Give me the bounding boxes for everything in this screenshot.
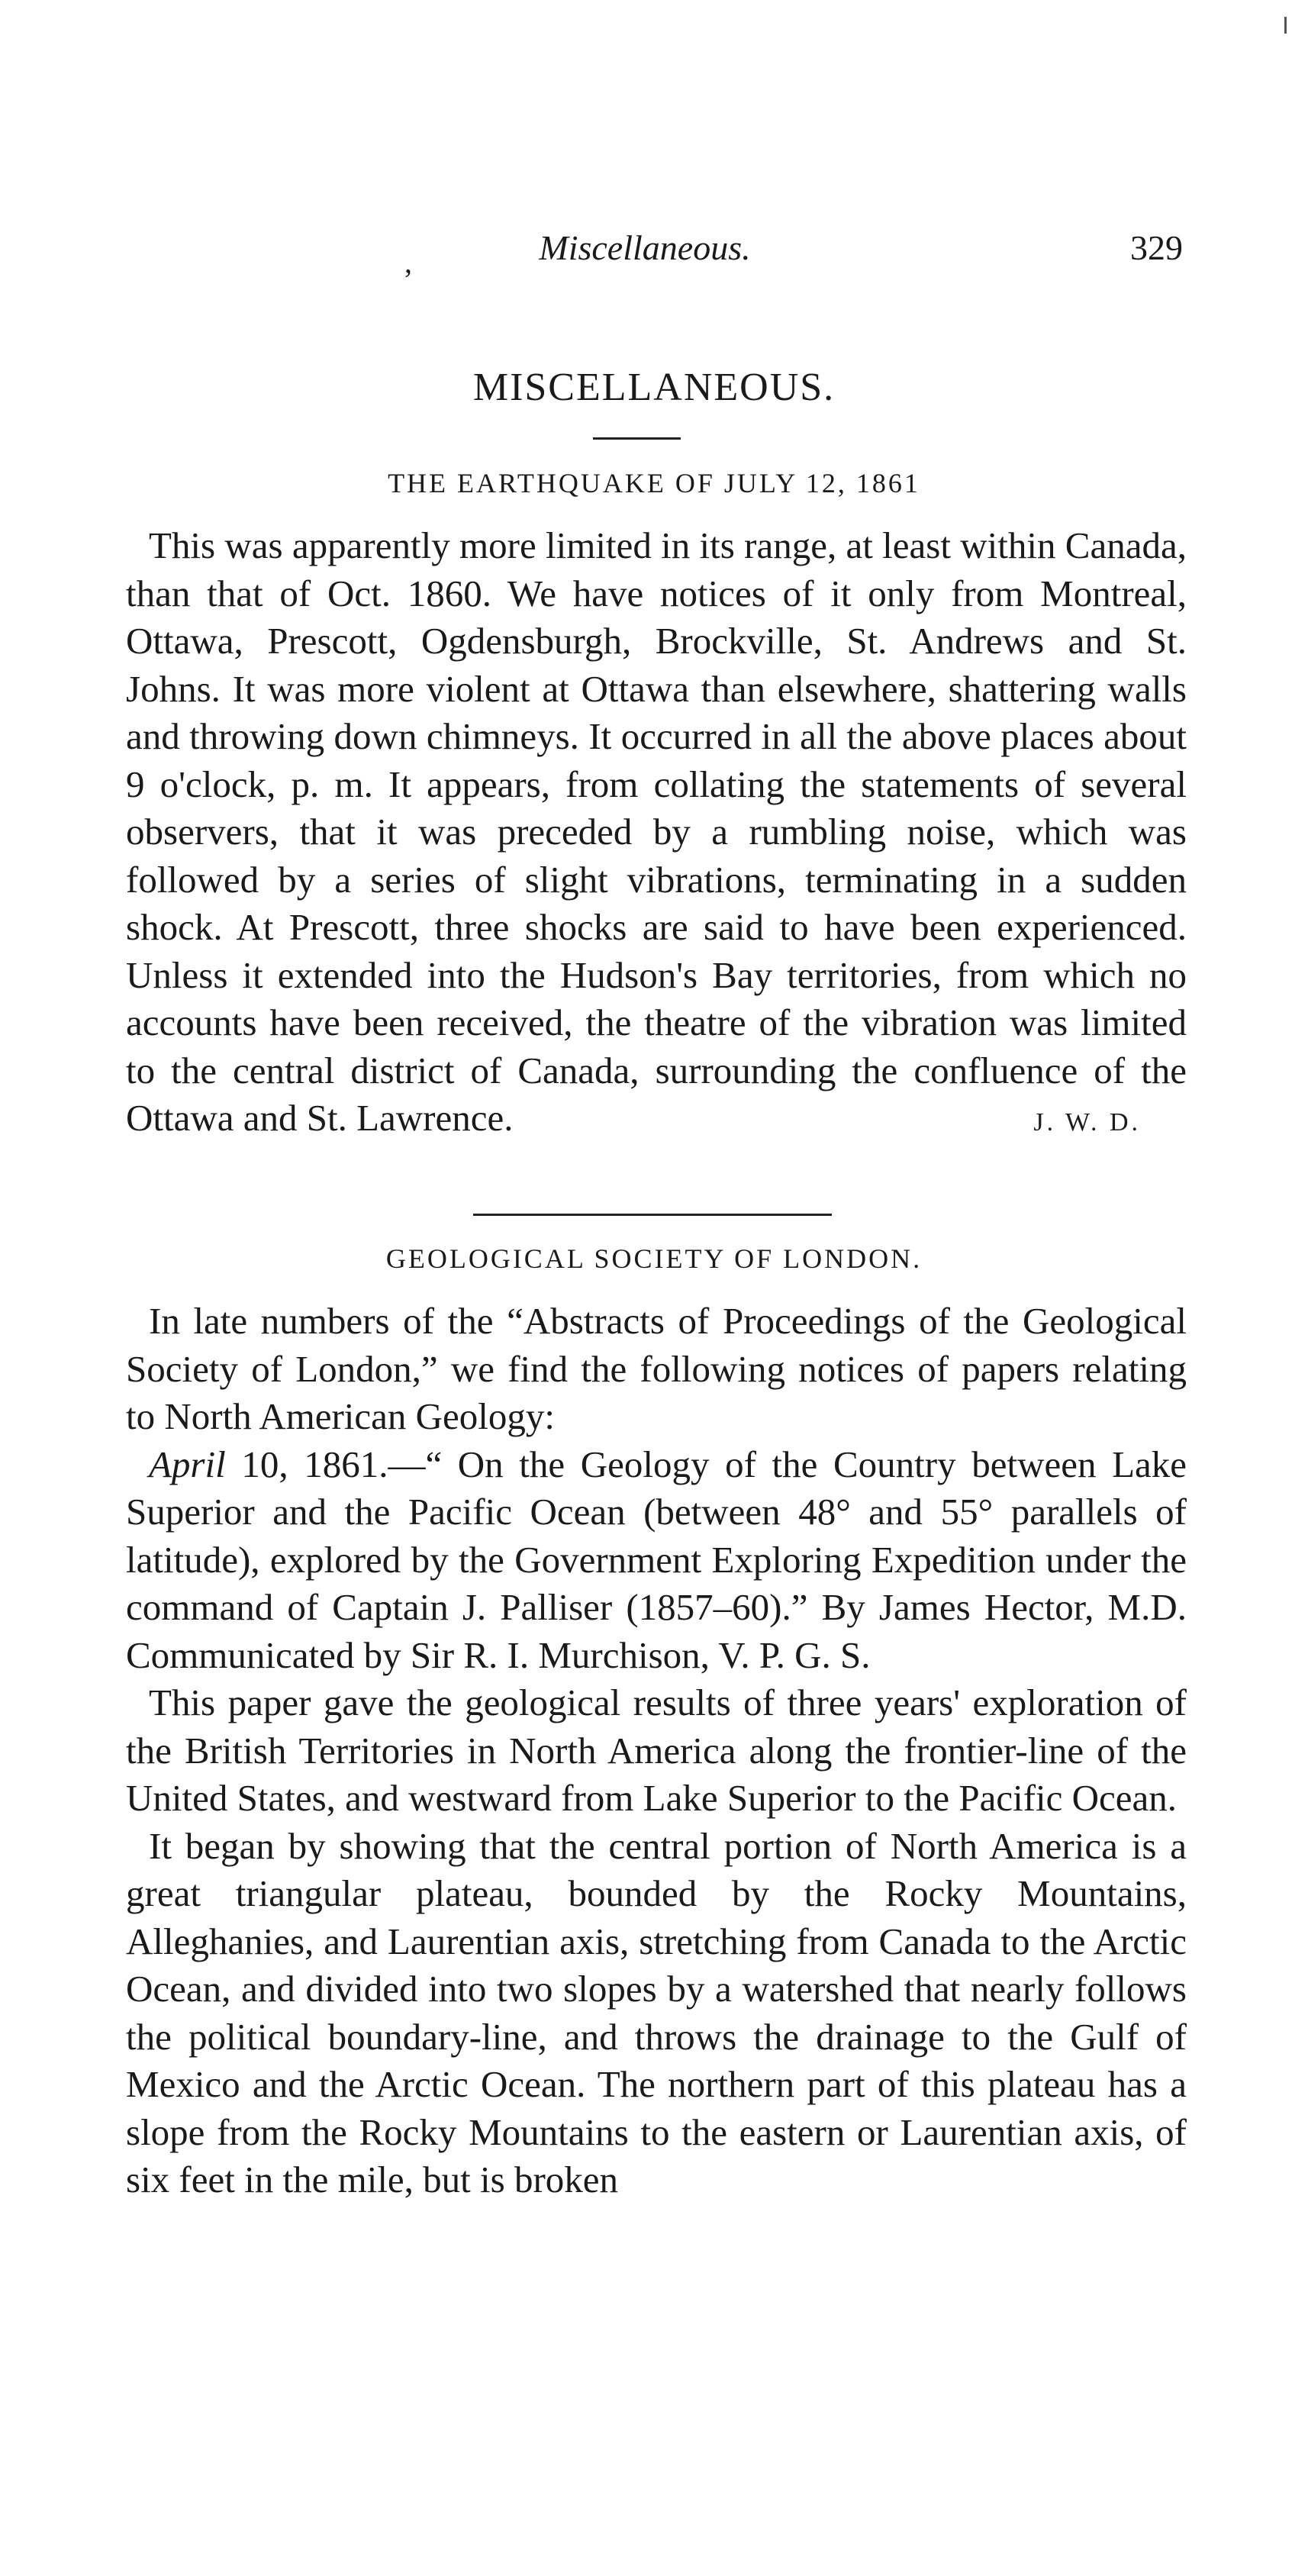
running-head [107, 227, 1183, 289]
running-head-title: Miscellaneous. [539, 228, 751, 267]
geological-society-article [126, 1298, 1187, 2204]
earthquake-article [126, 522, 1187, 1147]
section-divider-rule [473, 1214, 832, 1216]
author-signature: J. W. D. [1033, 1108, 1141, 1136]
intro-paragraph: In late numbers of the “Abstracts of Proceedings of the Geological Society of London,” we find the following notices of papers relating to North American Geology: [126, 1300, 1187, 1437]
divider-rule [593, 437, 681, 440]
earthquake-paragraph [126, 522, 1187, 1143]
running-head-tick: , [404, 245, 412, 279]
results-paragraph: This paper gave the geological results of three years' exploration of the British Territories in North America along the frontier-line of the United States, and westward from Lake Superior to the Pacific Ocean. [126, 1681, 1187, 1819]
page-number: 329 [1130, 228, 1183, 267]
plateau-paragraph: It began by showing that the central portion of North America is a great triangular plateau, bounded by the Rocky Mountains, Alleghanies, and Laurentian axis, stretching from Canada to the Arctic Ocean, and divided into two slopes by a watershed that nearly follows the political boundary-line, and throws the drainage to the Gulf of Mexico and the Arctic Ocean. The northern part of this plateau has a slope from the Rocky Mountains to the eastern or Laurentian axis, of six feet in the mile, but is broken [126, 1824, 1187, 2200]
scan-mark [1284, 17, 1287, 34]
section-heading-earthquake: THE EARTHQUAKE OF JULY 12, 1861 [388, 468, 920, 498]
section-heading-geological-society: GEOLOGICAL SOCIETY OF LONDON. [385, 1243, 923, 1274]
earthquake-text: This was apparently more limited in its range, at least within Canada, than that of Oct. 1860. We have notices of it only from Montreal, Ottawa, Prescott, Ogdensburgh, Brockville, St. Andrews and St. Johns. It was more violent at Ottawa than elsewhere, shattering walls and throwing down chimneys. It occurred in all the above places about 9 o'clock, p. m. It appears, from collating the statements of several observers, that it was preceded by a rumbling noise, which was followed by a series of slight vibrations, terminating in a sudden shock. At Prescott, three shocks are said to have been experienced. Unless it extended into the Hudson's Bay territories, from which no accounts have been received, the theatre of the vibration was limited to the central district of Canada, surrounding the confluence of the Ottawa and St. Lawrence. [126, 524, 1187, 1139]
entry-date-month: April [149, 1443, 226, 1485]
entry-text: 10, 1861.—“ On the Geology of the Country between Lake Superior and the Pacific Ocean (between 48° and 55° parallels of latitude), explored by the Government Exploring Expedition under the command of Captain J. Palliser (1857–60).” By James Hector, M.D. Communicated by Sir R. I. Murchison, V. P. G. S. [126, 1443, 1187, 1676]
entry-paragraph [126, 1441, 1187, 1680]
main-heading: MISCELLANEOUS. [472, 366, 836, 409]
